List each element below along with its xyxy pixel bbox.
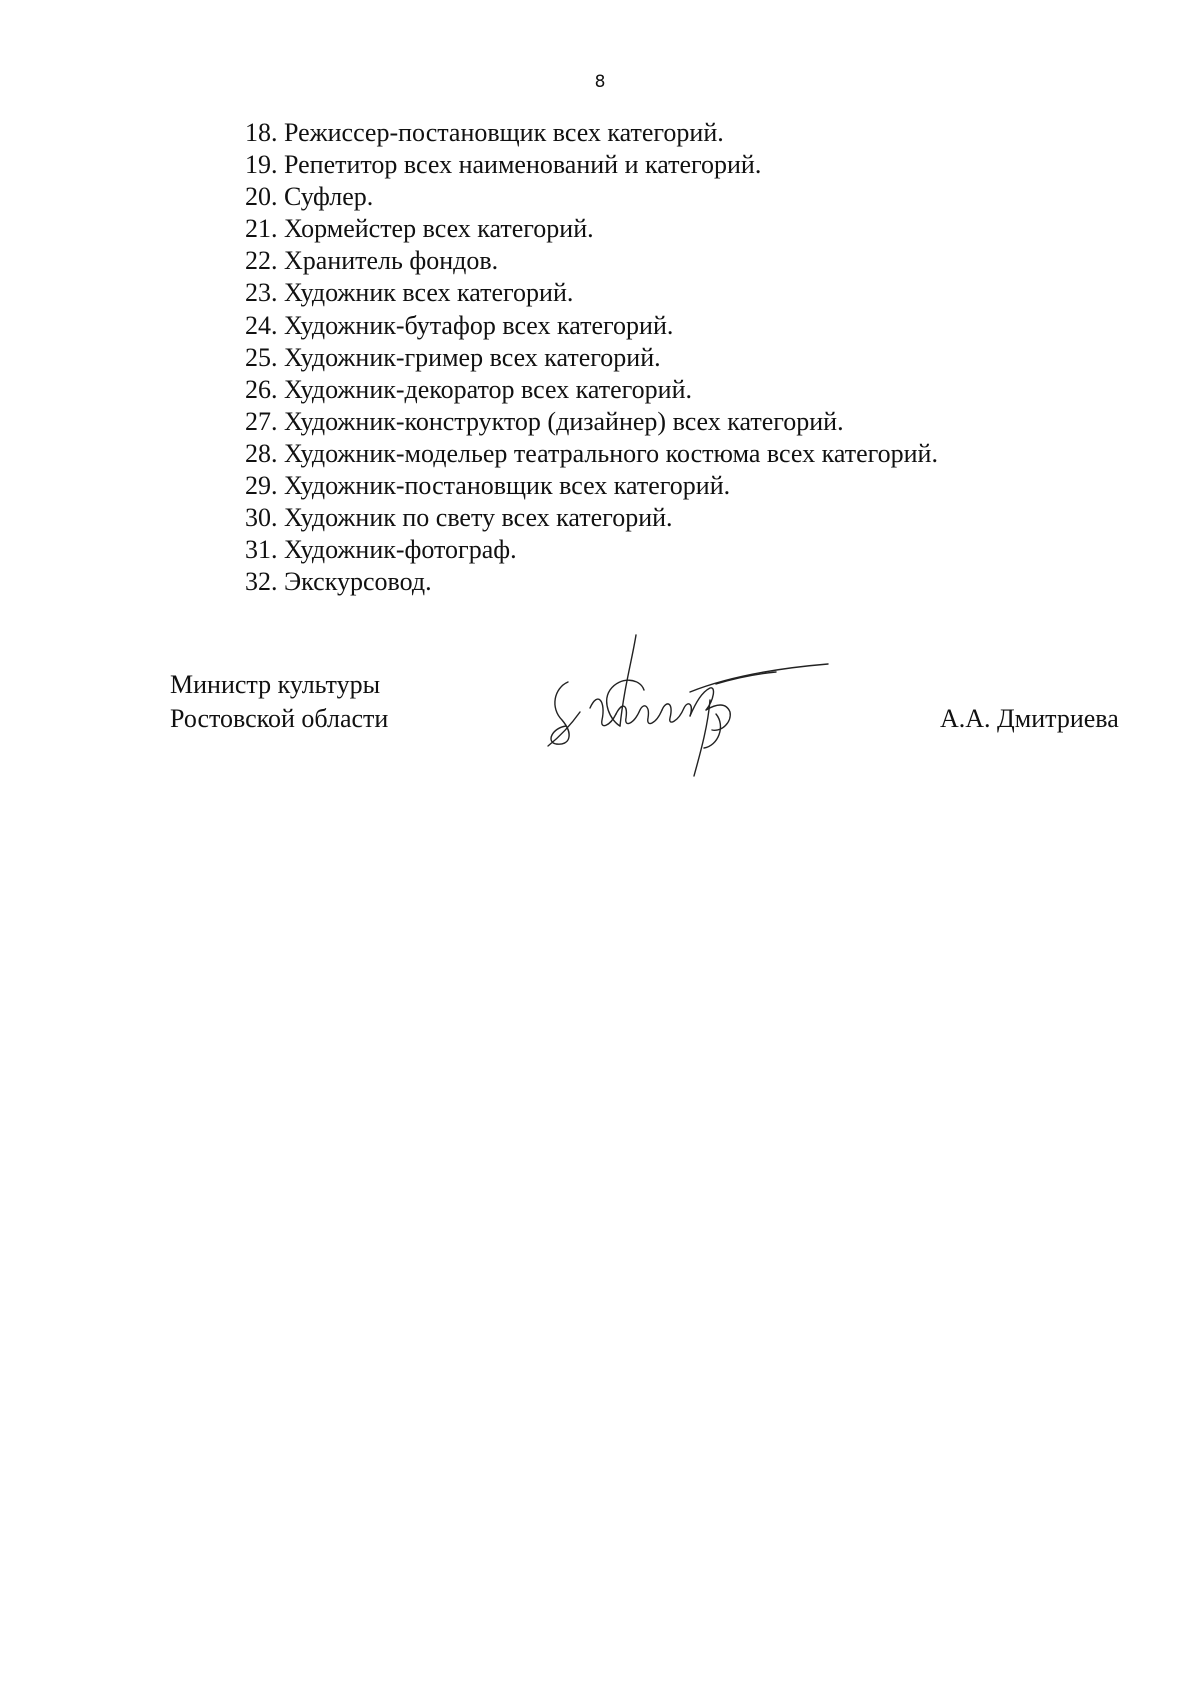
list-item: 20. Суфлер. — [245, 182, 374, 212]
list-item: 22. Хранитель фондов. — [245, 246, 499, 276]
list-item: 30. Художник по свету всех категорий. — [245, 503, 673, 533]
list-item: 18. Режиссер-постановщик всех категорий. — [245, 118, 724, 147]
list-item: 21. Хормейстер всех категорий. — [245, 214, 594, 244]
page-number: 8 — [594, 72, 606, 92]
list-item: 19. Репетитор всех наименований и категорий. — [245, 150, 762, 180]
signatory-title-line2: Ростовской области — [170, 704, 389, 733]
list-item: 31. Художник-фотограф. — [245, 535, 517, 565]
list-item: 28. Художник-модельер театрального костюма всех категорий. — [245, 438, 938, 468]
list-item: 29. Художник-постановщик всех категорий. — [245, 471, 731, 501]
list-item: 32. Экскурсовод. — [245, 567, 432, 597]
list-item: 27. Художник-конструктор (дизайнер) всех категорий. — [245, 406, 844, 436]
list-item: 23. Художник всех категорий. — [245, 278, 574, 308]
list-item: 24. Художник-бутафор всех категорий. — [245, 310, 674, 340]
signatory-title-line1: Министр культуры — [170, 670, 381, 699]
signatory-name: А.А. Дмитриева — [940, 704, 1119, 733]
signatory-title — [170, 668, 388, 736]
position-list — [245, 117, 938, 598]
handwritten-signature-icon — [540, 630, 830, 780]
list-item: 25. Художник-гример всех категорий. — [245, 342, 661, 372]
list-item: 26. Художник-декоратор всех категорий. — [245, 374, 693, 404]
